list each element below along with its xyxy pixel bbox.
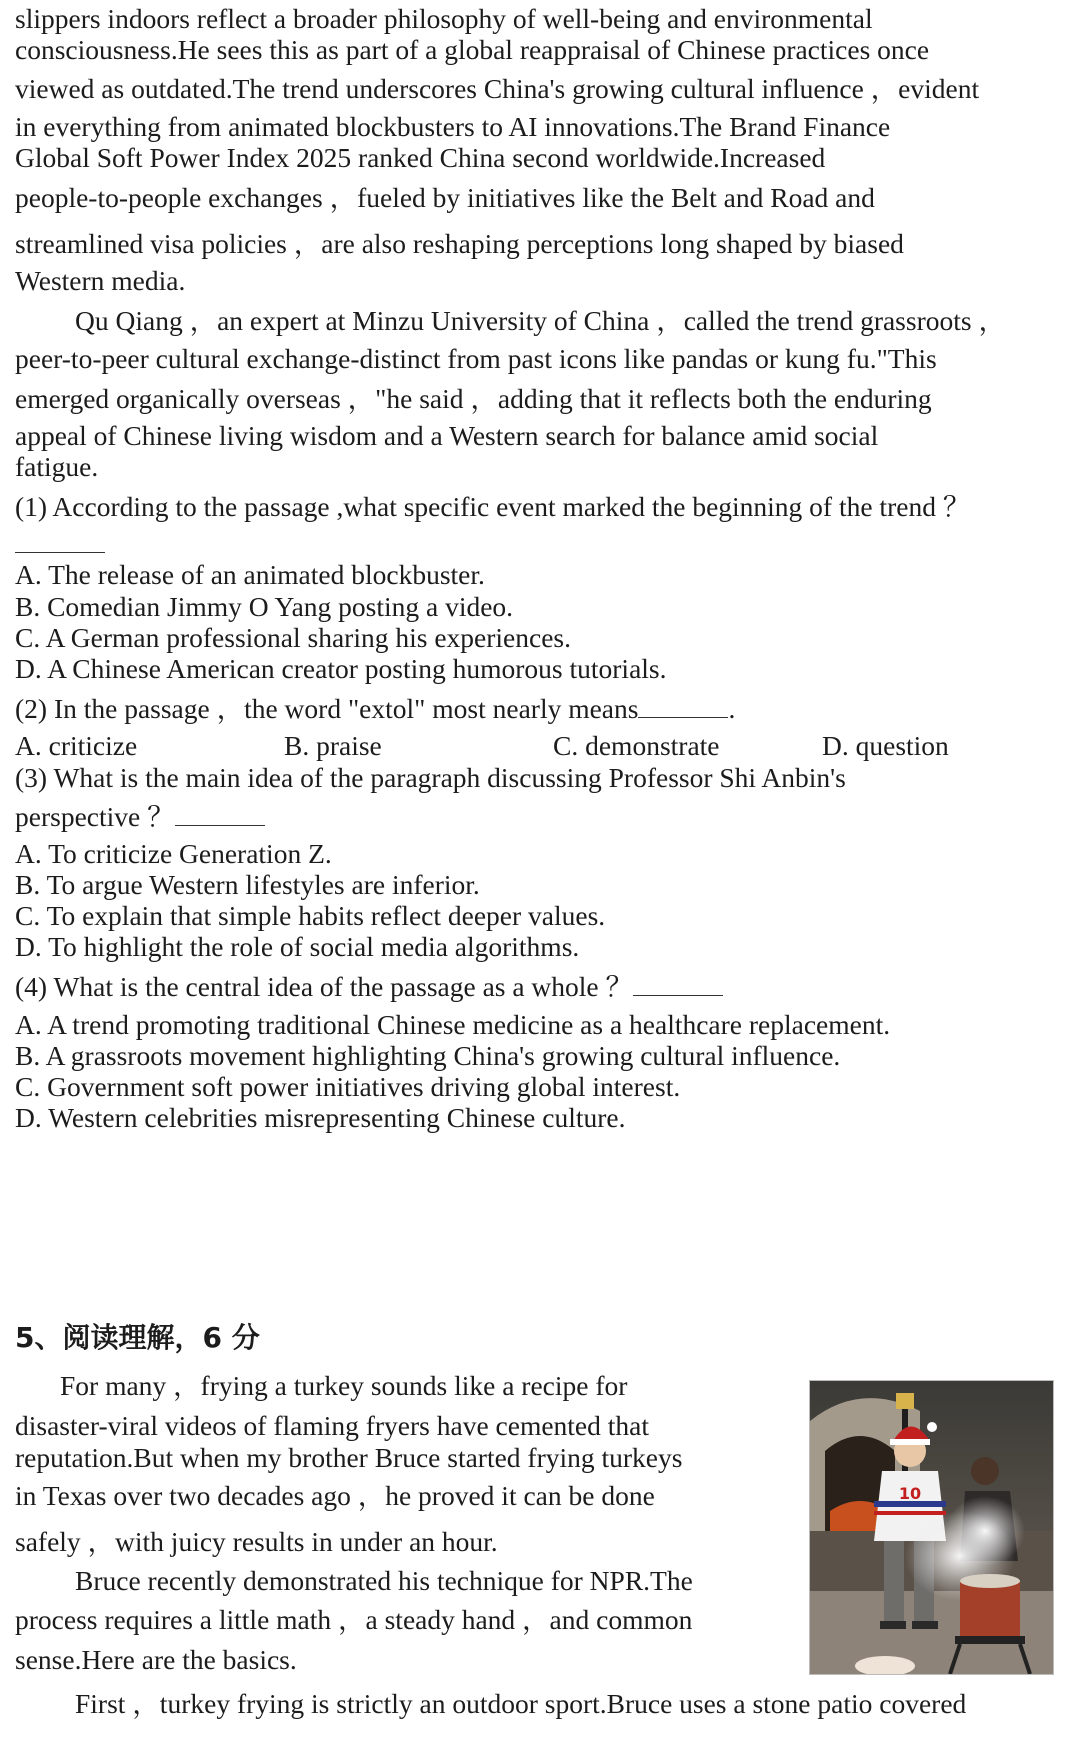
question-1-stem: (1) According to the passage ,what specific event marked the beginning of the trend ？	[15, 491, 971, 522]
question-3-stem-cont	[15, 800, 265, 834]
question-4-text: (4) What is the central idea of the passage as a whole ？	[15, 971, 634, 1002]
option-q4-d[interactable]: D. Western celebrities misrepresenting Chinese culture.	[15, 1102, 626, 1133]
passage-line: fatigue.	[15, 451, 99, 482]
option-q4-a[interactable]: A. A trend promoting traditional Chinese medicine as a healthcare replacement.	[15, 1009, 891, 1040]
passage-line: people-to-people exchanges ，fueled by initiatives like the Belt and Road and	[15, 182, 875, 213]
option-q4-c[interactable]: C. Government soft power initiatives driving global interest.	[15, 1071, 681, 1102]
turkey-fryer-photo	[809, 1380, 1054, 1675]
passage-line: consciousness.He sees this as part of a global reappraisal of Chinese practices once	[15, 34, 930, 65]
question-4-stem	[15, 970, 723, 1004]
option-q3-c[interactable]: C. To explain that simple habits reflect deeper values.	[15, 900, 606, 931]
passage-line: sense.Here are the basics.	[15, 1644, 297, 1675]
question-3-text: perspective ？	[15, 801, 175, 832]
question-2-end: .	[728, 693, 736, 724]
answer-blank[interactable]	[15, 527, 105, 561]
option-q1-d[interactable]: D. A Chinese American creator posting humorous tutorials.	[15, 653, 667, 684]
question-3-stem: (3) What is the main idea of the paragraph discussing Professor Shi Anbin's	[15, 762, 846, 793]
passage-line: in everything from animated blockbusters to AI innovations.The Brand Finance	[15, 111, 891, 142]
photo-turkey-fryer-icon	[810, 1381, 1053, 1674]
passage-line: slippers indoors reflect a broader philosophy of well-being and environmental	[15, 3, 873, 34]
option-q2-a[interactable]: A. criticize	[15, 730, 138, 761]
answer-blank[interactable]	[638, 693, 728, 718]
passage-line: disaster-viral videos of flaming fryers have cemented that	[15, 1410, 650, 1441]
passage-line: peer-to-peer cultural exchange-distinct from past icons like pandas or kung fu."This	[15, 343, 937, 374]
passage-line: Bruce recently demonstrated his technique for NPR.The	[75, 1565, 693, 1596]
jersey-number: 10	[898, 1484, 922, 1503]
option-q3-b[interactable]: B. To argue Western lifestyles are inferior.	[15, 869, 480, 900]
passage-line: reputation.But when my brother Bruce started frying turkeys	[15, 1442, 683, 1473]
option-q1-c[interactable]: C. A German professional sharing his experiences.	[15, 622, 571, 653]
section-heading: 5、阅读理解，6 分	[15, 1321, 260, 1354]
option-q2-c[interactable]: C. demonstrate	[553, 730, 720, 761]
passage-line: in Texas over two decades ago ，he proved it can be done	[15, 1480, 655, 1511]
option-q2-b[interactable]: B. praise	[284, 730, 382, 761]
passage-line: safely ，with juicy results in under an hour.	[15, 1526, 498, 1557]
passage-line: emerged organically overseas ，"he said ，adding that it reflects both the enduring	[15, 383, 932, 414]
passage-line: For many ，frying a turkey sounds like a recipe for	[60, 1370, 628, 1401]
passage-line: Global Soft Power Index 2025 ranked China second worldwide.Increased	[15, 142, 826, 173]
option-q2-d[interactable]: D. question	[822, 730, 949, 761]
answer-blank[interactable]	[175, 801, 265, 826]
passage-line: viewed as outdated.The trend underscores China's growing cultural influence ，evident	[15, 73, 980, 104]
question-2-stem	[15, 692, 735, 726]
passage-line: streamlined visa policies ，are also reshaping perceptions long shaped by biased	[15, 228, 904, 259]
option-q3-a[interactable]: A. To criticize Generation Z.	[15, 838, 332, 869]
passage-line: First ，turkey frying is strictly an outdoor sport.Bruce uses a stone patio covered	[75, 1688, 967, 1719]
passage-line: Qu Qiang ，an expert at Minzu University of China ，called the trend grassroots ，	[75, 305, 1006, 336]
question-2-text: (2) In the passage ，the word "extol" most nearly means	[15, 693, 639, 724]
passage-line: process requires a little math ，a steady hand ，and common	[15, 1604, 693, 1635]
answer-blank[interactable]	[633, 971, 723, 996]
option-q3-d[interactable]: D. To highlight the role of social media algorithms.	[15, 931, 580, 962]
passage-line: appeal of Chinese living wisdom and a Western search for balance amid social	[15, 420, 879, 451]
option-q1-a[interactable]: A. The release of an animated blockbuster.	[15, 559, 485, 590]
option-q4-b[interactable]: B. A grassroots movement highlighting China's growing cultural influence.	[15, 1040, 841, 1071]
passage-line: Western media.	[15, 265, 186, 296]
option-q1-b[interactable]: B. Comedian Jimmy O Yang posting a video.	[15, 591, 514, 622]
